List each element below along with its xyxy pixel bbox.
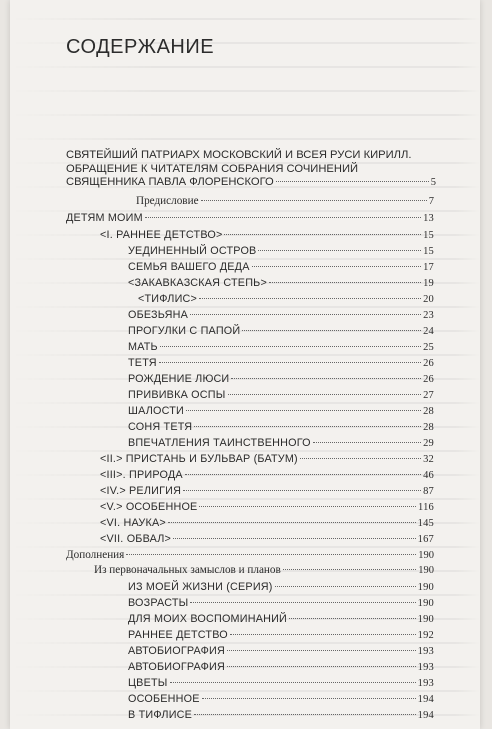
toc-entry [128, 661, 434, 673]
page-number: 23 [423, 310, 434, 321]
toc-entry-title: ОБЕЗЬЯНА [128, 309, 188, 321]
toc-entry-title: МАТЬ [128, 341, 158, 353]
dot-leader [170, 682, 416, 683]
dot-leader [199, 506, 416, 507]
toc-entry [66, 549, 434, 561]
page-number: 29 [423, 438, 434, 449]
toc-entry [100, 485, 434, 497]
toc-entry-title: <IV.> РЕЛИГИЯ [100, 485, 182, 497]
toc-entry-title: ТЕТЯ [128, 357, 157, 369]
toc-entry-title: СЕМЬЯ ВАШЕГО ДЕДА [128, 261, 250, 273]
page-number: 192 [417, 630, 434, 641]
toc-entry [128, 645, 434, 657]
toc-entry [136, 195, 434, 207]
dot-leader [126, 554, 416, 555]
toc-entry [100, 517, 434, 529]
toc-list [10, 0, 480, 729]
dot-leader [228, 394, 422, 395]
page-number: 28 [423, 406, 434, 417]
toc-entry [128, 629, 434, 641]
dot-leader [201, 200, 427, 201]
toc-entry-title: ПРОГУЛКИ С ПАПОЙ [128, 325, 241, 337]
page-number: 17 [423, 262, 434, 273]
toc-entry-title: РАННЕЕ ДЕТСТВО [128, 629, 228, 641]
toc-entry [128, 597, 434, 609]
page-number: 87 [423, 486, 434, 497]
toc-entry [128, 709, 434, 721]
toc-entry [128, 437, 434, 449]
page-number: 19 [423, 278, 434, 289]
dot-leader [300, 458, 421, 459]
toc-entry-title: <III>. ПРИРОДА [100, 469, 183, 481]
page-number: 190 [417, 598, 434, 609]
dot-leader [230, 634, 416, 635]
page-number: 13 [423, 213, 434, 224]
toc-entry-title: <VII. ОБВАЛ> [100, 533, 172, 545]
toc-entry [100, 229, 434, 241]
toc-entry-title: ЦВЕТЫ [128, 677, 168, 689]
dot-leader [227, 650, 416, 651]
intro-line: СВЯТЕЙШИЙ ПАТРИАРХ МОСКОВСКИЙ И ВСЕЯ РУСИ КИРИЛЛ. [66, 149, 412, 161]
toc-entry [128, 389, 434, 401]
page-number: 145 [417, 518, 434, 529]
dot-leader [186, 410, 421, 411]
toc-entry [138, 293, 434, 305]
page-title: СОДЕРЖАНИЕ [66, 36, 215, 58]
toc-entry-title: Из первоначальных замыслов и планов [94, 564, 281, 576]
toc-entry-title: ДЛЯ МОИХ ВОСПОМИНАНИЙ [128, 613, 288, 625]
page-number: 190 [417, 582, 434, 593]
toc-entry-title: ВОЗРАСТЫ [128, 597, 189, 609]
toc-entry-title: АВТОБИОГРАФИЯ [128, 645, 225, 657]
dot-leader [194, 714, 416, 715]
toc-entry [128, 261, 434, 273]
toc-entry [66, 212, 434, 224]
toc-entry-title: РОЖДЕНИЕ ЛЮСИ [128, 373, 230, 385]
toc-entry [100, 453, 434, 465]
page-number: 193 [417, 678, 434, 689]
toc-entry [128, 373, 434, 385]
page-number: 190 [418, 550, 434, 561]
page-number: 32 [423, 454, 434, 465]
toc-entry [128, 405, 434, 417]
toc-entry-title: <ЗАКАВКАЗСКАЯ СТЕПЬ> [128, 277, 267, 289]
page-number: 46 [423, 470, 434, 481]
intro-line: ОБРАЩЕНИЕ К ЧИТАТЕЛЯМ СОБРАНИЯ СОЧИНЕНИЙ [66, 162, 359, 175]
dot-leader [202, 698, 416, 699]
page-number: 194 [417, 710, 434, 721]
toc-entry [128, 613, 434, 625]
dot-leader [227, 666, 416, 667]
toc-entry [128, 309, 434, 321]
toc-entry-title: <I. РАННЕЕ ДЕТСТВО> [100, 229, 223, 241]
page-number: 5 [430, 177, 436, 188]
toc-entry-title: ПРИВИВКА ОСПЫ [128, 389, 226, 401]
toc-entry [94, 564, 434, 576]
page-number: 20 [423, 294, 434, 305]
dot-leader [199, 298, 421, 299]
page-number: 190 [418, 565, 434, 576]
dot-leader [168, 522, 416, 523]
toc-entry-title: <VI. НАУКА> [100, 517, 166, 529]
page-number: 167 [417, 534, 434, 545]
dot-leader [185, 474, 421, 475]
toc-entry-title: ВПЕЧАТЛЕНИЯ ТАИНСТВЕННОГО [128, 437, 311, 449]
page-number: 15 [423, 246, 434, 257]
dot-leader [160, 346, 421, 347]
toc-entry [128, 277, 434, 289]
book-page [10, 0, 480, 729]
toc-entry-title: ОСОБЕННОЕ [128, 693, 200, 705]
toc-entry-title: ДЕТЯМ МОИМ [66, 212, 143, 224]
toc-entry [100, 501, 434, 513]
dot-leader [159, 362, 421, 363]
page-number: 194 [417, 694, 434, 705]
dot-leader [242, 330, 421, 331]
dot-leader [173, 538, 416, 539]
dot-leader [313, 442, 421, 443]
page-number: 7 [428, 196, 434, 207]
toc-entry [128, 325, 434, 337]
intro-line: СВЯЩЕННИКА ПАВЛА ФЛОРЕНСКОГО [66, 176, 274, 188]
page-number: 26 [423, 374, 434, 385]
toc-entry-title: <II.> ПРИСТАНЬ И БУЛЬВАР (БАТУМ) [100, 453, 298, 465]
page-number: 25 [423, 342, 434, 353]
page-number: 24 [423, 326, 434, 337]
toc-entry-title: Дополнения [66, 549, 125, 561]
dot-leader [252, 266, 421, 267]
dot-leader [183, 490, 421, 491]
dot-leader [289, 618, 416, 619]
toc-entry-title: В ТИФЛИСЕ [128, 709, 193, 721]
page-number: 193 [417, 662, 434, 673]
page-number: 116 [418, 502, 434, 513]
page-number: 15 [423, 230, 434, 241]
page-number: 190 [417, 614, 434, 625]
toc-entry [100, 469, 434, 481]
toc-entry-title: <V.> ОСОБЕННОЕ [100, 501, 198, 513]
toc-entry-title: СОНЯ ТЕТЯ [128, 421, 193, 433]
dot-leader [283, 569, 416, 570]
dot-leader [224, 234, 421, 235]
dot-leader [190, 602, 415, 603]
dot-leader [145, 217, 421, 218]
page-number: 27 [423, 390, 434, 401]
dot-leader [258, 250, 421, 251]
dot-leader [190, 314, 421, 315]
dot-leader [231, 378, 421, 379]
toc-entry-title: <ТИФЛИС> [138, 293, 198, 305]
toc-entry [128, 357, 434, 369]
toc-entry-title: ИЗ МОЕЙ ЖИЗНИ (СЕРИЯ) [128, 581, 273, 593]
toc-entry [128, 245, 434, 257]
toc-entry [100, 533, 434, 545]
page-number: 26 [423, 358, 434, 369]
toc-entry [128, 677, 434, 689]
toc-entry [128, 581, 434, 593]
toc-entry-title: Предисловие [136, 195, 199, 207]
toc-entry [128, 693, 434, 705]
page-number: 28 [423, 422, 434, 433]
toc-entry [128, 421, 434, 433]
toc-entry-title: АВТОБИОГРАФИЯ [128, 661, 225, 673]
dot-leader [194, 426, 421, 427]
toc-entry [128, 341, 434, 353]
dot-leader [275, 586, 416, 587]
page-number: 193 [417, 646, 434, 657]
toc-entry-title: УЕДИНЕННЫЙ ОСТРОВ [128, 245, 257, 257]
toc-entry-title: ШАЛОСТИ [128, 405, 185, 417]
dot-leader [269, 282, 421, 283]
